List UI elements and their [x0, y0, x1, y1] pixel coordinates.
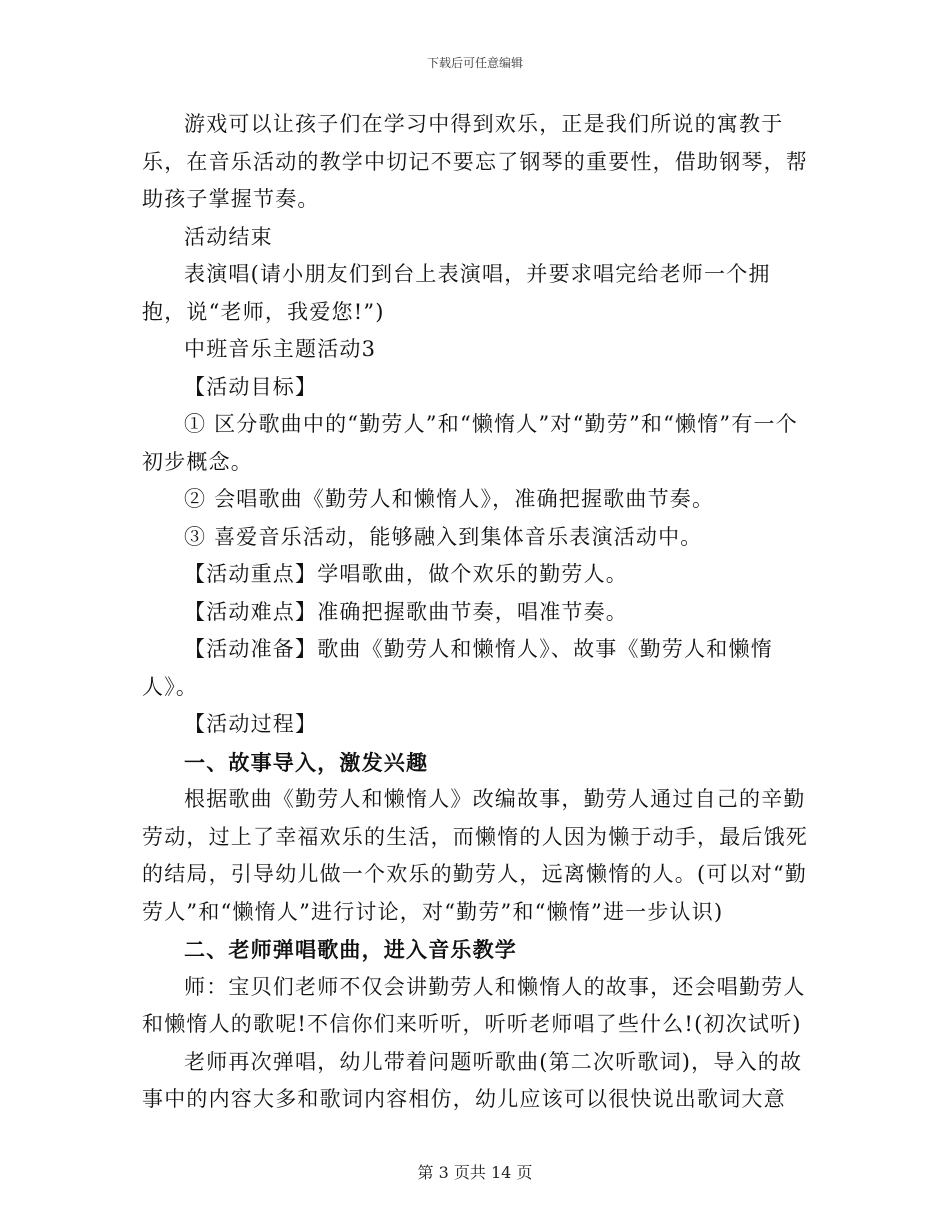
step-2-body-a: 师：宝贝们老师不仅会讲勤劳人和懒惰人的故事，还会唱勤劳人和懒惰人的歌呢!不信你们来听听，听听老师唱了些什么!(初次试听): [142, 974, 806, 1036]
step-2-body-b: 老师再次弹唱，幼儿带着问题听歌曲(第二次听歌词)，导入的故事中的内容大多和歌词内容相仿，幼儿应该可以很快说出歌词大意: [142, 1049, 803, 1111]
heading-activity-goals: 【活动目标】: [184, 374, 318, 399]
goal-item-3: ③ 喜爱音乐活动，能够融入到集体音乐表演活动中。: [184, 524, 703, 549]
step-1-body: 根据歌曲《勤劳人和懒惰人》改编故事，勤劳人通过自己的辛勤劳动，过上了幸福欢乐的生活，而懒惰的人因为懒于动手，最后饿死的结局，引导幼儿做一个欢乐的勤劳人，远离懒惰的人。(可以对“勤劳人”和“懒惰人”进行讨论，对“勤劳”和“懒惰”进一步认识): [142, 787, 808, 924]
document-body: [142, 106, 814, 1119]
section-title: 中班音乐主题活动3: [184, 337, 377, 361]
step-heading-2: 二、老师弹唱歌曲，进入音乐教学: [184, 937, 517, 962]
activity-focus: 【活动重点】学唱歌曲，做个欢乐的勤劳人。: [184, 562, 628, 586]
activity-preparation: 【活动准备】歌曲《勤劳人和懒惰人》、故事《勤劳人和懒惰人》。: [142, 637, 773, 699]
paragraph-performance: 表演唱(请小朋友们到台上表演唱，并要求唱完给老师一个拥抱，说“老师，我爱您!”): [142, 262, 771, 324]
page-header-note: 下载后可任意编辑: [426, 56, 523, 70]
activity-difficulty: 【活动难点】准确把握歌曲节奏，唱准节奏。: [184, 599, 628, 624]
step-heading-1: 一、故事导入，激发兴趣: [184, 749, 429, 775]
paragraph-activity-end: 活动结束: [184, 224, 273, 249]
heading-activity-process: 【活动过程】: [184, 712, 318, 736]
paragraph-intro: 游戏可以让孩子们在学习中得到欢乐，正是我们所说的寓教于乐，在音乐活动的教学中切记不要忘了钢琴的重要性，借助钢琴，帮助孩子掌握节奏。: [142, 112, 808, 211]
goal-item-1: ① 区分歌曲中的“勤劳人”和“懒惰人”对“勤劳”和“懒惰”有一个初步概念。: [142, 412, 798, 474]
goal-item-2: ② 会唱歌曲《勤劳人和懒惰人》，准确把握歌曲节奏。: [184, 487, 715, 511]
page-number: 第 3 页共 14 页: [417, 1163, 533, 1182]
